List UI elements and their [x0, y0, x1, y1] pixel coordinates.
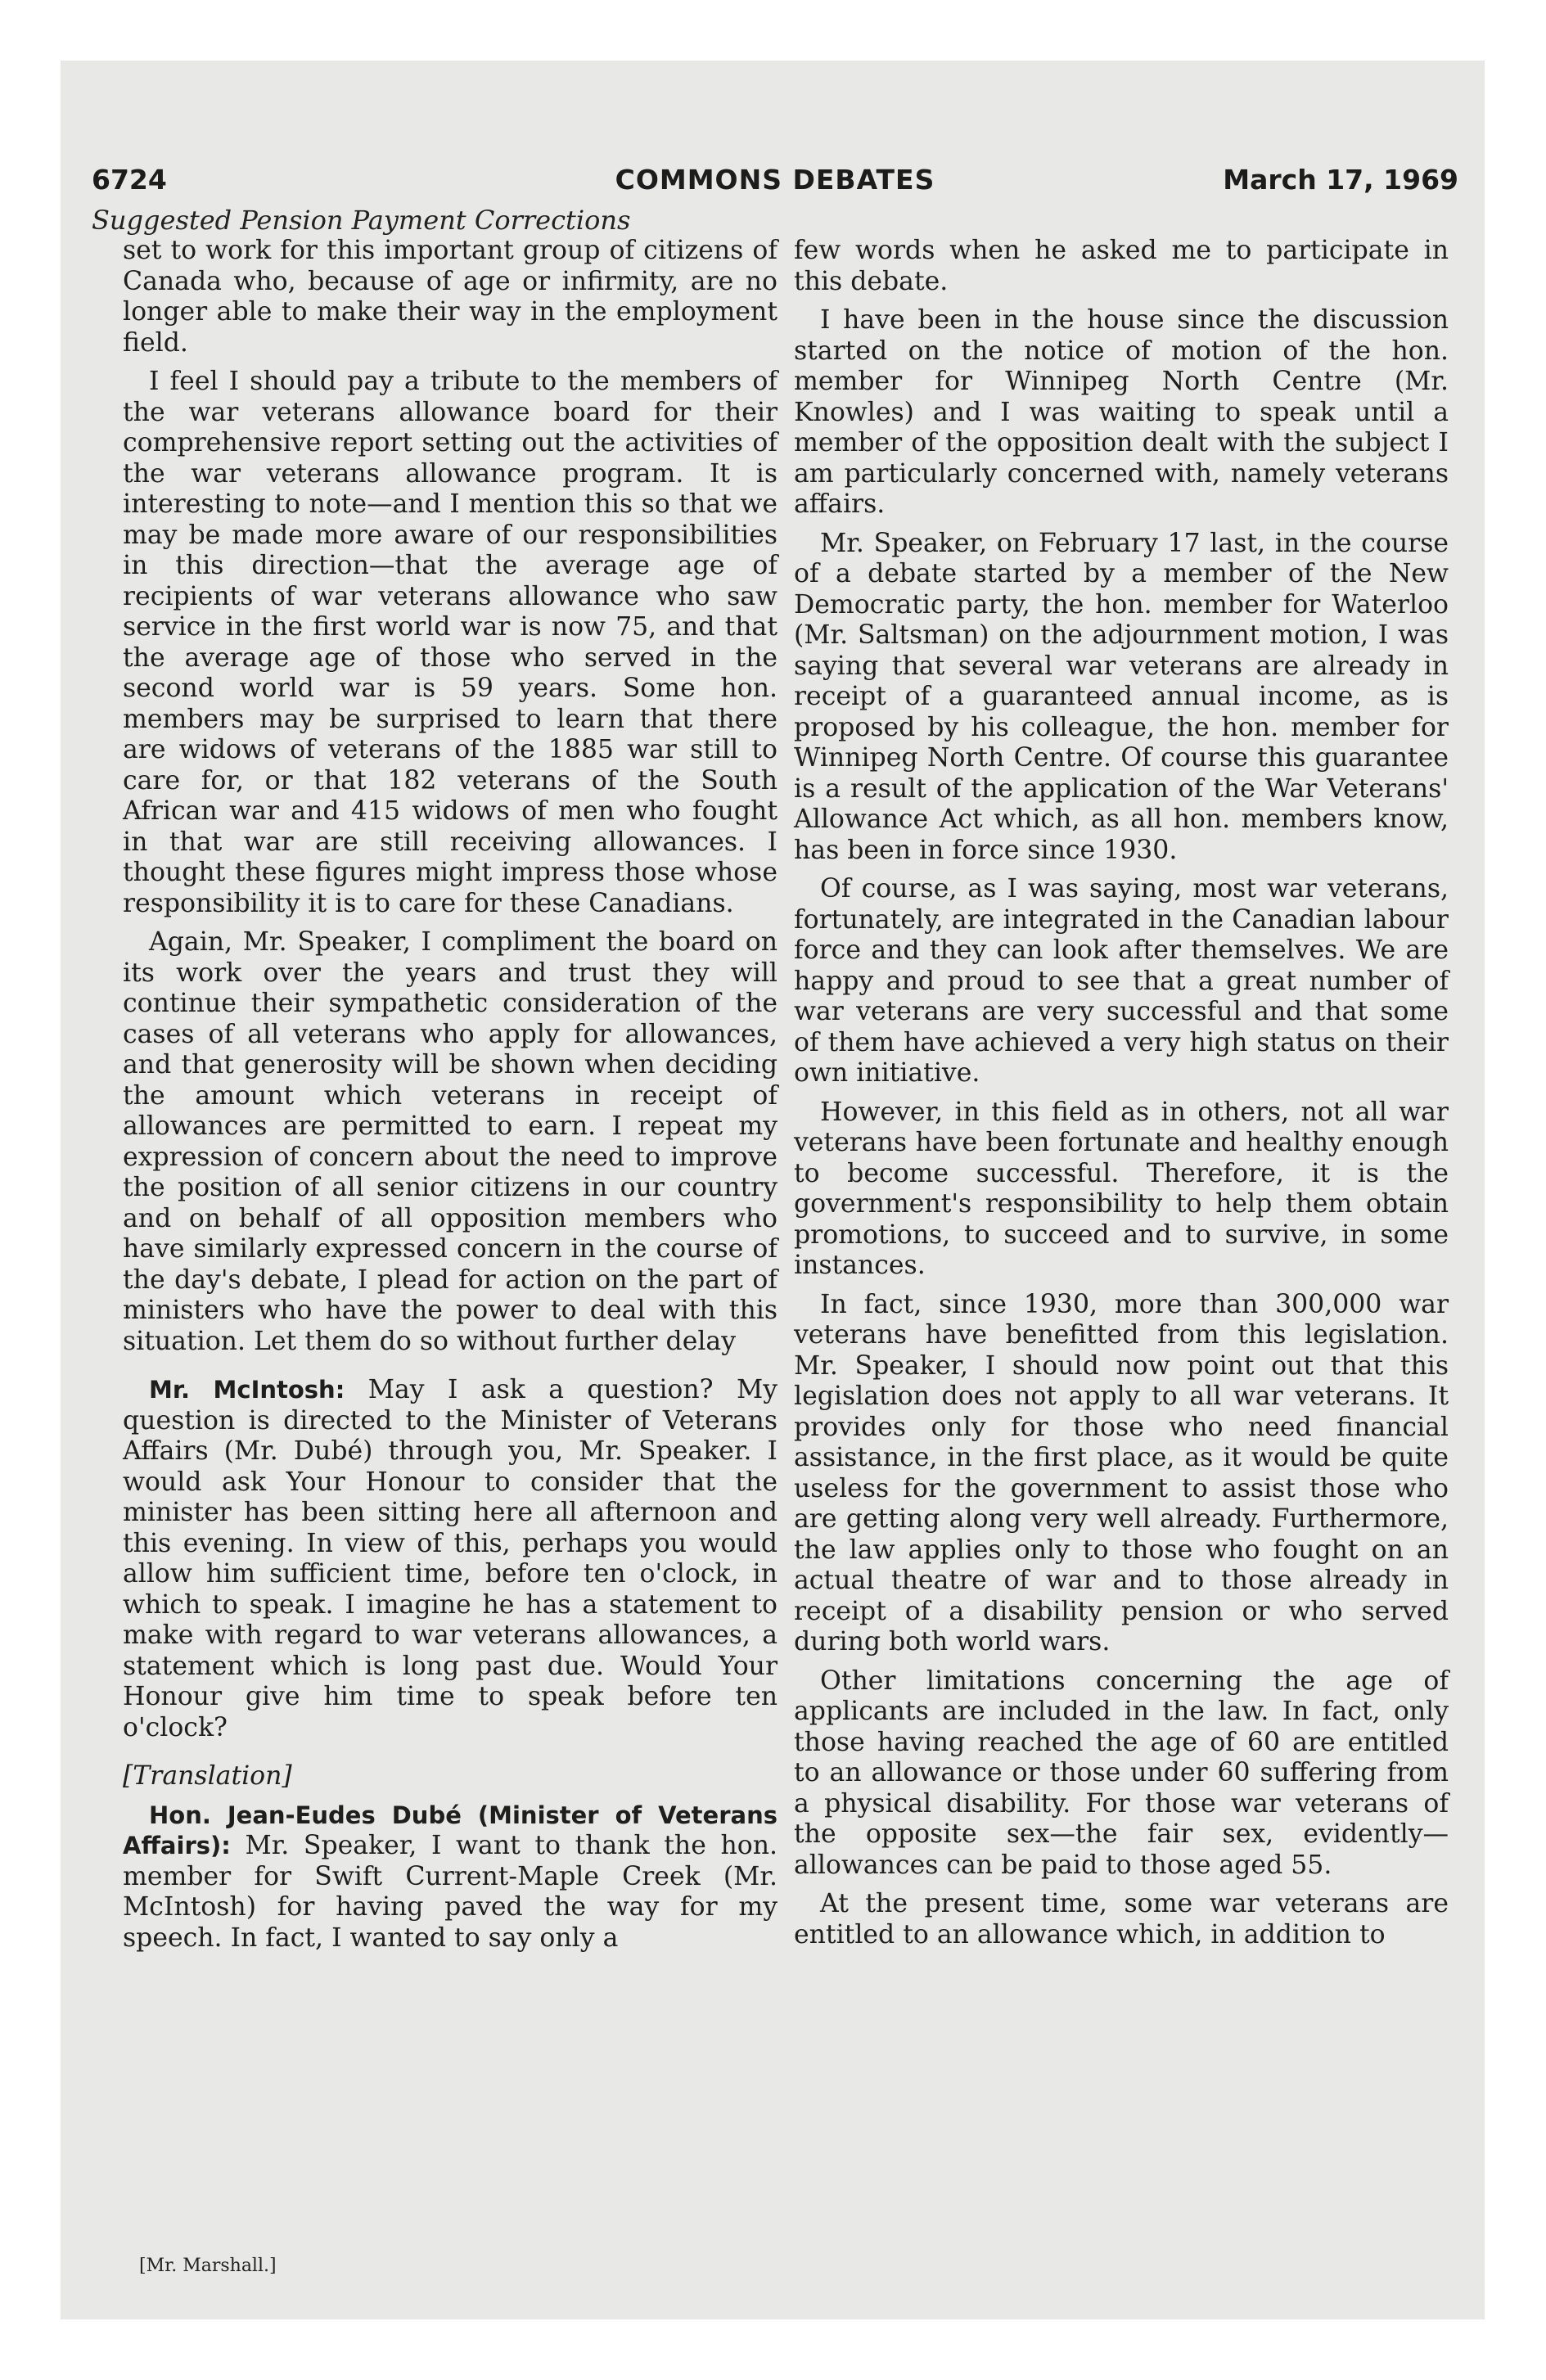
page-header [92, 164, 1458, 205]
page-date: March 17, 1969 [1223, 164, 1458, 196]
paragraph: I have been in the house since the discussion started on the notice of motion of the hon. member for Winnipeg North Centre (Mr. Knowles) and I was waiting to speak until a member of the opposition dealt with the subject I am particularly concerned with, namely veterans affairs. [794, 305, 1449, 519]
speech-paragraph [123, 1375, 778, 1743]
speech-paragraph [123, 1801, 778, 1954]
paragraph: set to work for this important group of citizens of Canada who, because of age or infirmity, are no longer able to make their way in the employment field. [123, 236, 778, 358]
paragraph: Of course, as I was saying, most war veterans, fortunately, are integrated in the Canadian labour force and they can look after themselves. We are happy and proud to see that a great number of war veterans are very successful and that some of them have achieved a very high status on their own initiative. [794, 874, 1449, 1088]
paragraph: In fact, since 1930, more than 300,000 war veterans have benefitted from this legislation. Mr. Speaker, I should now point out that this legislation does not apply to all war veterans. It provides only for those who need financial assistance, in the first place, as it would be quite useless for the government to assist those who are getting along very well already. Furthermore, the law applies only to those who fought on an actual theatre of war and to those already in receipt of a disability pension or who served during both world wars. [794, 1289, 1449, 1657]
speaker-name: Mr. McIntosh: [149, 1376, 345, 1404]
speech-text: Mr. Speaker, I want to thank the hon. member for Swift Current-Maple Creek (Mr. McIntosh) for having paved the way for my speech. In fact, I wanted to say only a [123, 1831, 778, 1953]
running-subtitle: Suggested Pension Payment Corrections [92, 205, 631, 236]
paragraph: However, in this field as in others, not all war veterans have been fortunate and healthy enough to become successful. Therefore, it is the government's responsibility to help them obtain promotions, to succeed and to survive, in some instances. [794, 1097, 1449, 1280]
paragraph: Mr. Speaker, on February 17 last, in the course of a debate started by a member of the New Democratic party, the hon. member for Waterloo (Mr. Saltsman) on the adjournment motion, I was saying that several war veterans are already in receipt of a guaranteed annual income, as is proposed by his colleague, the hon. member for Winnipeg North Centre. Of course this guarantee is a result of the application of the War Veterans' Allowance Act which, as all hon. members know, has been in force since 1930. [794, 528, 1449, 865]
paragraph: Again, Mr. Speaker, I compliment the board on its work over the years and trust they will continue their sympathetic consideration of the cases of all veterans who apply for allowances, and that generosity will be shown when deciding the amount which veterans in receipt of allowances are permitted to earn. I repeat my expression of concern about the need to improve the position of all senior citizens in our country and on behalf of all opposition members who have similarly expressed concern in the course of the day's debate, I plead for action on the part of ministers who have the power to deal with this situation. Let them do so without further delay [123, 927, 778, 1356]
publication-title: COMMONS DEBATES [615, 164, 935, 196]
speaker-name: Hon. Jean-Eudes Dubé (Minister of Veterans Affairs): [123, 1801, 778, 1859]
left-column [123, 236, 778, 1962]
paragraph: Other limitations concerning the age of applicants are included in the law. In fact, only those having reached the age of 60 are entitled to an allowance or those under 60 suffering from a physical disability. For those war veterans of the opposite sex—the fair sex, evidently—allowances can be paid to those aged 55. [794, 1666, 1449, 1880]
right-column [794, 236, 1449, 1959]
translation-label: [Translation] [123, 1761, 292, 1791]
paragraph: At the present time, some war veterans are entitled to an allowance which, in addition to [794, 1889, 1449, 1950]
paragraph: I feel I should pay a tribute to the members of the war veterans allowance board for their comprehensive report setting out the activities of the war veterans allowance program. It is interesting to note—and I mention this so that we may be made more aware of our responsibilities in this direction—that the average age of recipients of war veterans allowance who saw service in the first world war is now 75, and that the average age of those who served in the second world war is 59 years. Some hon. members may be surprised to learn that there are widows of veterans of the 1885 war still to care for, or that 182 veterans of the South African war and 415 widows of men who fought in that war are still receiving allowances. I thought these figures might impress those whose responsibility it is to care for these Canadians. [123, 367, 778, 918]
footnote-speaker: [Mr. Marshall.] [139, 2256, 277, 2276]
speech-text: May I ask a question? My question is directed to the Minister of Veterans Affairs (Mr. Dubé) through you, Mr. Speaker. I would ask Your Honour to consider that the minister has been sitting here all afternoon and this evening. In view of this, perhaps you would allow him sufficient time, before ten o'clock, in which to speak. I imagine he has a statement to make with regard to war veterans allowances, a statement which is long past due. Would Your Honour give him time to speak before ten o'clock? [123, 1375, 778, 1742]
page-number: 6724 [92, 164, 167, 196]
paragraph: few words when he asked me to participate in this debate. [794, 236, 1449, 296]
